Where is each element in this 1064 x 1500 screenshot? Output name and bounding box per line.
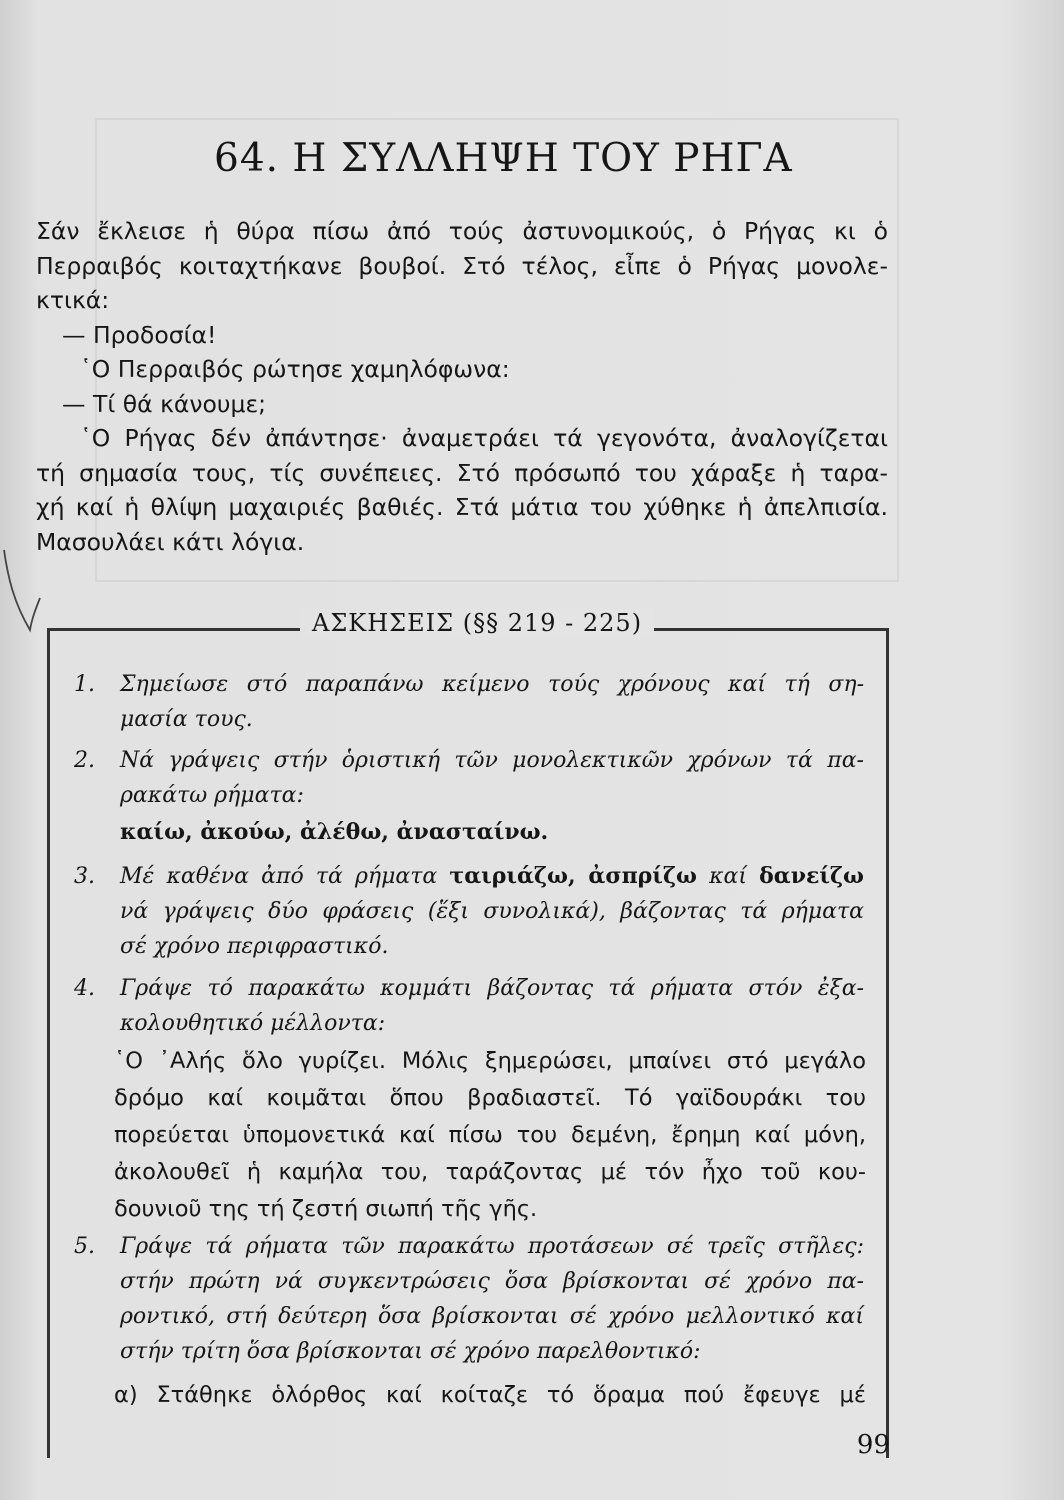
- exercise-4: [74, 971, 864, 1041]
- exercise-line: μασία τους.: [120, 707, 253, 732]
- pencil-check-mark: [0, 548, 60, 638]
- story-line: Σάν ἔκλεισε ἡ θύρα πίσω ἀπό τούς ἀστυνομικούς, ὁ Ρήγας κι ὁ: [36, 217, 888, 245]
- exercise-line: [120, 859, 864, 894]
- exercise-number: 2.: [74, 748, 95, 773]
- exercise-number: 3.: [74, 864, 95, 889]
- exercise-line: νά γράψεις δύο φράσεις (ἕξι συνολικά), βάζοντας τά ρήματα: [120, 899, 864, 924]
- chapter-title: 64. Η ΣΥΛΛΗΨΗ ΤΟΥ ΡΗΓΑ: [214, 136, 793, 181]
- story-line: ῾Ο Περραιβός ρώτησε χαμηλόφωνα:: [80, 355, 510, 383]
- exercise-verbs: ταιριάζω, ἀσπρίζω: [449, 863, 697, 889]
- exercise-line: Γράψε τό παρακάτω κομμάτι βάζοντας τά ρήματα στόν ἐξα-: [120, 976, 864, 1001]
- exercise-5-sentence-a: [114, 1377, 866, 1414]
- story-line: — Προδοσία!: [62, 320, 217, 349]
- page-number: 99: [856, 1430, 890, 1460]
- passage-line: ῾Ο ᾿Αλής ὅλο γυρίζει. Μόλις ξημερώσει, μπαίνει στό μεγάλο: [114, 1048, 866, 1074]
- exercise-4-passage: [114, 1043, 866, 1228]
- exercises-box: [47, 609, 889, 1458]
- exercise-line: Σημείωσε στό παραπάνω κείμενο τούς χρόνους καί τή ση-: [120, 672, 864, 697]
- story-line: Μασουλάει κάτι λόγια.: [36, 527, 305, 556]
- verb-list: καίω, ἀκούω, ἀλέθω, ἀνασταίνω.: [120, 819, 549, 845]
- story-line: ῾Ο Ρήγας δέν ἀπάντησε· ἀναμετράει τά γεγονότα, ἀναλογίζεται: [80, 424, 888, 452]
- passage-line: δουνιοῦ της τή ζεστή σιωπή τῆς γῆς.: [114, 1196, 538, 1222]
- exercise-line: Γράψε τά ρήματα τῶν παρακάτω προτάσεων σέ τρεῖς στῆλες:: [120, 1234, 864, 1259]
- exercise-number: 4.: [74, 976, 95, 1001]
- story-text: [36, 214, 888, 559]
- story-line: χή καί ἡ θλίψη μαχαιριές βαθιές. Στά μάτια του χύθηκε ἡ ἀπελπισία.: [36, 493, 888, 521]
- exercise-2: [74, 743, 864, 850]
- exercise-5: [74, 1229, 864, 1369]
- exercise-line: στήν τρίτη ὅσα βρίσκονται σέ χρόνο παρελθοντικό:: [120, 1339, 701, 1364]
- passage-line: ἀκολουθεῖ ἡ καμήλα του, ταράζοντας μέ τόν ἦχο τοῦ κου-: [114, 1159, 866, 1185]
- story-line: — Τί θά κάνουμε;: [62, 389, 267, 418]
- story-line: κτικά:: [36, 286, 110, 314]
- passage-line: πορεύεται ὑπομονετικά καί πίσω του δεμένη, ἔρημη καί μόνη,: [114, 1122, 866, 1148]
- story-line: τή σημασία τους, τίς συνέπειες. Στό πρόσωπό του χάραξε ἡ ταρα-: [36, 458, 888, 487]
- exercise-text: καί: [709, 864, 747, 889]
- exercise-1: [74, 667, 864, 737]
- exercise-3: [74, 859, 864, 964]
- exercise-line: ρακάτω ρήματα:: [120, 783, 304, 808]
- passage-line: δρόμο καί κοιμᾶται ὅπου βραδιαστεῖ. Τό γαϊδουράκι του: [114, 1085, 866, 1111]
- exercise-line: σέ χρόνο περιφραστικό.: [120, 934, 389, 959]
- exercise-text: Μέ καθένα ἀπό τά ρήματα: [120, 864, 438, 889]
- exercises-header: ΑΣΚΗΣΕΙΣ (§§ 219 - 225): [300, 609, 654, 637]
- exercise-line: στήν πρώτη νά συγκεντρώσεις ὅσα βρίσκονται σέ χρόνο πα-: [120, 1269, 864, 1294]
- story-line: Περραιβός κοιταχτήκανε βουβοί. Στό τέλος, εἶπε ὁ Ρήγας μονολε-: [36, 251, 888, 280]
- sentence-a: α) Στάθηκε ὁλόρθος καί κοίταζε τό ὅραμα πού ἔφευγε μέ: [114, 1382, 866, 1408]
- exercise-line: κολουθητικό μέλλοντα:: [120, 1011, 386, 1036]
- exercise-line: ροντικό, στή δεύτερη ὅσα βρίσκονται σέ χρόνο μελλοντικό καί: [120, 1304, 864, 1329]
- exercise-number: 5.: [74, 1234, 95, 1259]
- exercise-line: Νά γράψεις στήν ὁριστική τῶν μονολεκτικῶν χρόνων τά πα-: [120, 748, 864, 773]
- exercise-verbs: δανείζω: [759, 863, 864, 889]
- exercise-number: 1.: [74, 672, 95, 697]
